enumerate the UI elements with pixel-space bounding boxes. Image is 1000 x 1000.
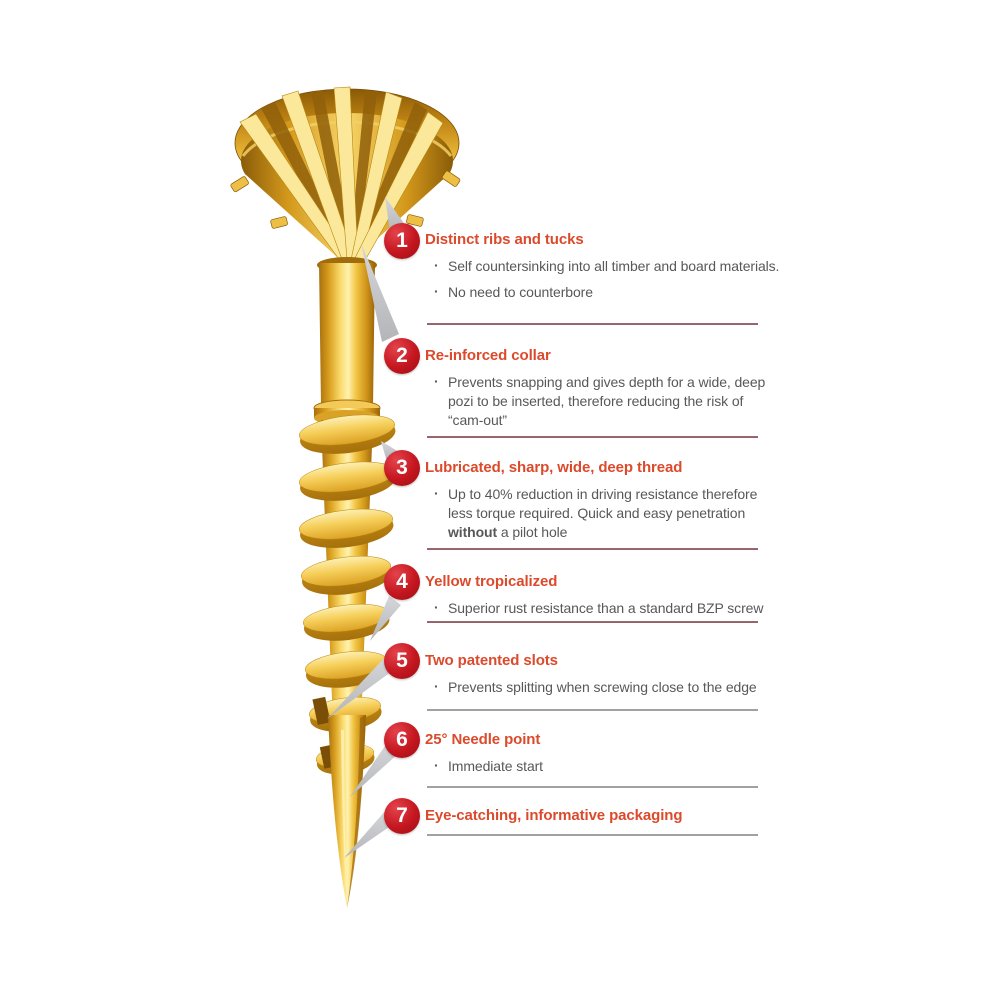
callout-badge-4 xyxy=(384,564,420,600)
bullet-text-bold: without xyxy=(448,524,498,540)
callout-badge-2 xyxy=(384,338,420,374)
bullet-list xyxy=(425,757,770,776)
section-title: 25° Needle point xyxy=(425,731,541,748)
screw-needle-point xyxy=(328,715,366,908)
section-reinforced-collar xyxy=(425,346,770,430)
bullet-text: Immediate start xyxy=(448,758,543,774)
bullet-text: No need to counterbore xyxy=(448,284,593,300)
bullet-text: Self countersinking into all timber and board materials. xyxy=(448,258,780,274)
divider xyxy=(427,323,758,325)
section-distinct-ribs xyxy=(425,230,780,302)
callout-badge-7 xyxy=(384,798,420,834)
bullet-item xyxy=(448,485,782,542)
badge-number: 5 xyxy=(396,649,408,672)
section-packaging xyxy=(425,806,770,826)
bullet-list xyxy=(425,373,770,430)
divider xyxy=(427,834,758,836)
bullet-text: Prevents snapping and gives depth for a wide, deep pozi to be inserted, therefore reducing the risk of “cam-out” xyxy=(448,374,766,428)
section-needle-point xyxy=(425,730,770,776)
badge-number: 6 xyxy=(396,728,408,751)
bullet-list xyxy=(425,485,770,542)
screw-collar-shank xyxy=(319,263,375,406)
section-title: Re-inforced collar xyxy=(425,347,551,364)
section-title: Lubricated, sharp, wide, deep thread xyxy=(425,459,683,476)
bullet-item xyxy=(448,283,782,302)
bullet-list xyxy=(425,678,770,697)
bullet-text: Superior rust resistance than a standard BZP screw xyxy=(448,600,764,616)
section-lubricated-thread xyxy=(425,458,770,542)
section-title: Yellow tropicalized xyxy=(425,573,558,590)
section-title: Distinct ribs and tucks xyxy=(425,231,584,248)
divider xyxy=(427,436,758,438)
bullet-item xyxy=(448,599,782,618)
callout-badge-3 xyxy=(384,450,420,486)
bullet-list xyxy=(425,599,770,618)
section-title: Eye-catching, informative packaging xyxy=(425,807,683,824)
badge-number: 7 xyxy=(396,804,408,827)
bullet-item xyxy=(448,257,782,276)
callout-badge-5 xyxy=(384,643,420,679)
callout-badge-1 xyxy=(384,223,420,259)
divider xyxy=(427,786,758,788)
callout-badge-6 xyxy=(384,722,420,758)
section-patented-slots xyxy=(425,651,770,697)
bullet-text: Up to 40% reduction in driving resistance therefore less torque required. Quick and easy penetration xyxy=(448,486,758,521)
divider xyxy=(427,621,758,623)
badge-number: 3 xyxy=(396,456,408,479)
section-yellow-tropicalized xyxy=(425,572,770,618)
badge-number: 2 xyxy=(396,344,408,367)
bullet-item xyxy=(448,757,782,776)
divider xyxy=(427,709,758,711)
divider xyxy=(427,548,758,550)
badge-number: 1 xyxy=(396,229,408,252)
badge-number: 4 xyxy=(396,570,408,593)
bullet-text: Prevents splitting when screwing close to the edge xyxy=(448,679,757,695)
bullet-list xyxy=(425,257,780,302)
section-title: Two patented slots xyxy=(425,652,558,669)
bullet-text: a pilot hole xyxy=(497,524,568,540)
bullet-item xyxy=(448,373,782,430)
bullet-item xyxy=(448,678,782,697)
